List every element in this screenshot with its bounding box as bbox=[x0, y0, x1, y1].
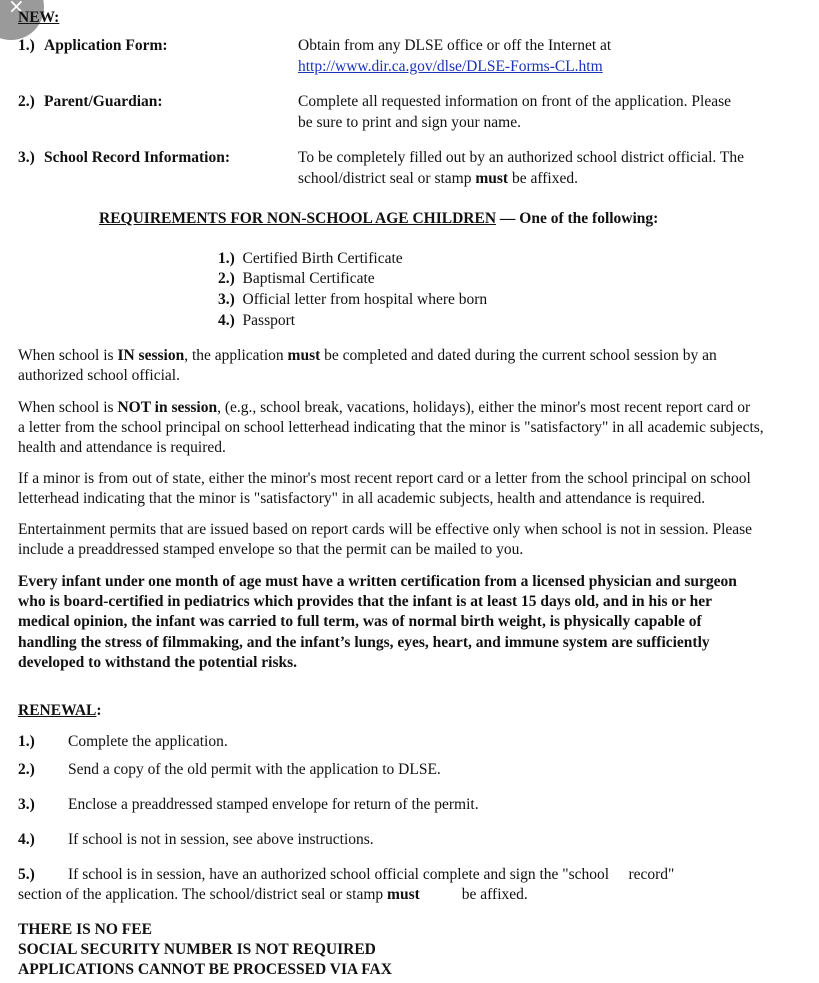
renewal-item-text: If school is not in session, see above instructions. bbox=[68, 831, 374, 848]
renewal-item-5-line1: If school is in session, have an authorized school official complete and sign the "school record" bbox=[68, 866, 675, 883]
infant-paragraph-line2: who is board-certified in pediatrics which provides that the infant is at least 15 days old, and in his or her bbox=[18, 593, 712, 610]
requirement-item: 4.) Passport bbox=[218, 312, 296, 329]
infant-paragraph-line4: handling the stress of filmmaking, and the infant’s lungs, eyes, heart, and immune system are sufficiently bbox=[18, 634, 710, 651]
infant-paragraph-line5: developed to withstand the potential risks. bbox=[18, 654, 298, 671]
requirements-heading: REQUIREMENTS FOR NON-SCHOOL AGE CHILDREN — One of the following: bbox=[99, 210, 659, 227]
new-item-2-num: 2.) bbox=[18, 93, 35, 110]
entertainment-permits-paragraph-line1: Entertainment permits that are issued based on report cards will be effective only when school is not in session. Please bbox=[18, 521, 753, 538]
in-session-paragraph-line1: When school is IN session, the application must be completed and dated during the current school session by an bbox=[18, 347, 717, 364]
requirement-item: 1.) Certified Birth Certificate bbox=[218, 250, 403, 267]
close-icon: × bbox=[8, 0, 25, 18]
renewal-item-num: 2.) bbox=[18, 761, 35, 778]
not-in-session-paragraph-line3: health and attendance is required. bbox=[18, 439, 226, 456]
new-item-2-desc-line2: be sure to print and sign your name. bbox=[298, 114, 521, 131]
new-heading: NEW: bbox=[18, 9, 60, 26]
ssn-not-required-notice: SOCIAL SECURITY NUMBER IS NOT REQUIRED bbox=[18, 941, 376, 958]
new-item-2-desc-line1: Complete all requested information on front of the application. Please bbox=[298, 93, 732, 110]
new-item-3-num: 3.) bbox=[18, 149, 35, 166]
infant-paragraph-line1: Every infant under one month of age must have a written certification from a licensed physician and surgeon bbox=[18, 573, 737, 590]
dlse-forms-link[interactable]: http://www.dir.ca.gov/dlse/DLSE-Forms-CL.htm bbox=[298, 58, 603, 75]
new-item-3-desc-line1: To be completely filled out by an authorized school district official. The bbox=[298, 149, 744, 166]
infant-paragraph-line3: medical opinion, the infant was carried to full term, was of normal birth weight, is physically capable of bbox=[18, 613, 702, 630]
renewal-item-text: Enclose a preaddressed stamped envelope for return of the permit. bbox=[68, 796, 479, 813]
in-session-paragraph-line2: authorized school official. bbox=[18, 367, 180, 384]
new-item-1-num: 1.) bbox=[18, 37, 35, 54]
renewal-item-num: 3.) bbox=[18, 796, 35, 813]
renewal-item-num: 1.) bbox=[18, 733, 35, 750]
out-of-state-paragraph-line1: If a minor is from out of state, either the minor's most recent report card or a letter from the school principal on school bbox=[18, 470, 751, 487]
renewal-item-5-line2: section of the application. The school/district seal or stamp must be affixed. bbox=[18, 886, 528, 903]
no-fax-notice: APPLICATIONS CANNOT BE PROCESSED VIA FAX bbox=[18, 961, 392, 978]
renewal-item-text: Send a copy of the old permit with the application to DLSE. bbox=[68, 761, 441, 778]
not-in-session-paragraph-line1: When school is NOT in session, (e.g., school break, vacations, holidays), either the minor's most recent report card or bbox=[18, 399, 751, 416]
new-item-3-label: School Record Information: bbox=[44, 149, 230, 166]
new-item-1-desc: Obtain from any DLSE office or off the Internet at bbox=[298, 37, 612, 54]
new-item-2-label: Parent/Guardian: bbox=[44, 93, 163, 110]
not-in-session-paragraph-line2: a letter from the school principal on school letterhead indicating that the minor is "satisfactory" in all academic subjects, bbox=[18, 419, 764, 436]
renewal-item-num: 4.) bbox=[18, 831, 35, 848]
renewal-item-num: 5.) bbox=[18, 866, 35, 883]
out-of-state-paragraph-line2: letterhead indicating that the minor is "satisfactory" in all academic subjects, health and attendance is required. bbox=[18, 490, 706, 507]
renewal-item-text: Complete the application. bbox=[68, 733, 228, 750]
new-item-1-label: Application Form: bbox=[44, 37, 168, 54]
renewal-heading: RENEWAL: bbox=[18, 702, 102, 719]
requirement-item: 3.) Official letter from hospital where born bbox=[218, 291, 488, 308]
no-fee-notice: THERE IS NO FEE bbox=[18, 921, 152, 938]
new-item-3-desc-line2: school/district seal or stamp must be affixed. bbox=[298, 170, 578, 187]
entertainment-permits-paragraph-line2: include a preaddressed stamped envelope so that the permit can be mailed to you. bbox=[18, 541, 524, 558]
requirement-item: 2.) Baptismal Certificate bbox=[218, 270, 375, 287]
